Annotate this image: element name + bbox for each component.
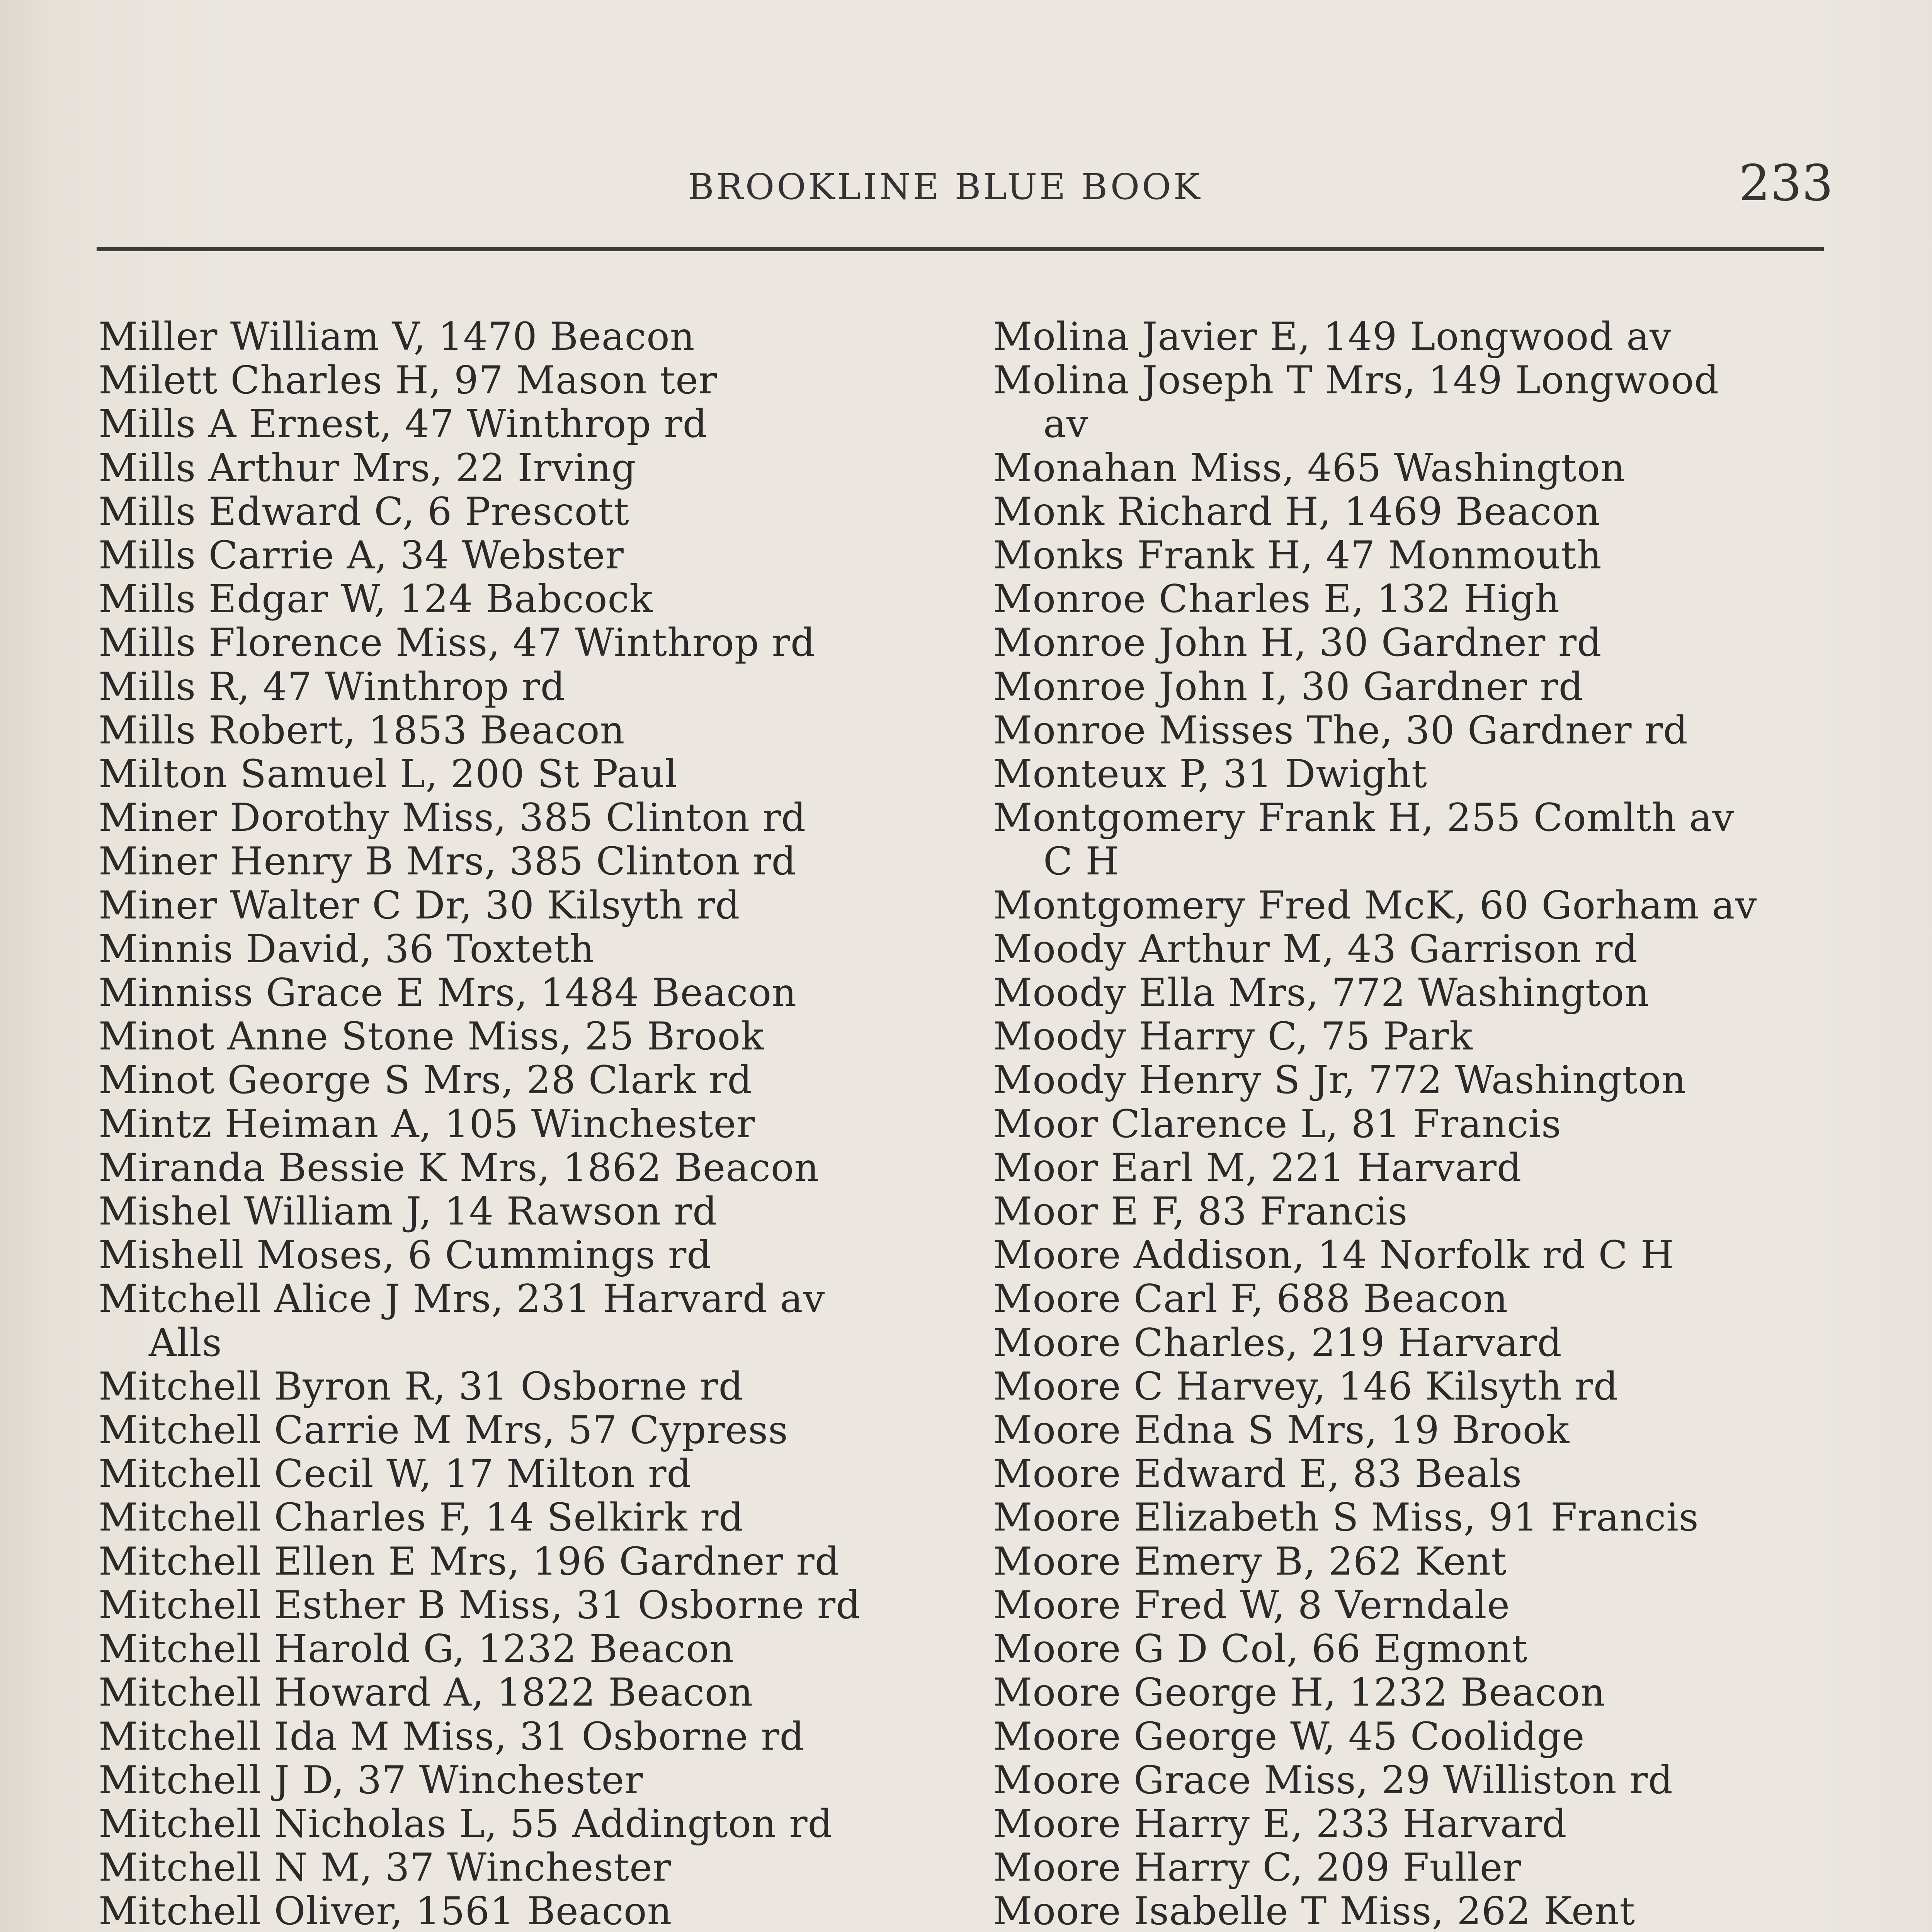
directory-entry: [99, 665, 987, 709]
directory-entry: [99, 1583, 987, 1627]
entry-text: Mills Edgar W, 124 Babcock: [99, 577, 653, 621]
directory-entry: [99, 796, 987, 840]
running-title: BROOKLINE BLUE BOOK: [688, 166, 1202, 207]
entry-text: Moor E F, 83 Francis: [993, 1190, 1408, 1234]
directory-entry: [993, 1190, 1843, 1233]
entry-text: Milton Samuel L, 200 St Paul: [99, 752, 678, 796]
entry-text: Moore G D Col, 66 Egmont: [993, 1627, 1528, 1671]
entry-text: Moody Henry S Jr, 772 Washington: [993, 1058, 1687, 1102]
directory-entry: [99, 1058, 987, 1102]
entry-text: Monahan Miss, 465 Washington: [993, 446, 1626, 490]
directory-entry: [993, 1715, 1843, 1759]
entry-text: Mitchell Cecil W, 17 Milton rd: [99, 1452, 692, 1496]
entry-text: Monroe Misses The, 30 Gardner rd: [993, 708, 1688, 753]
entry-text: Minot Anne Stone Miss, 25 Brook: [99, 1015, 765, 1059]
entry-text: Montgomery Frank H, 255 Comlth av: [993, 796, 1735, 840]
directory-entry: [993, 1015, 1843, 1058]
directory-entry: [99, 1102, 987, 1146]
directory-entry: [99, 1715, 987, 1759]
directory-entry: [993, 665, 1843, 709]
entry-text: Mitchell N M, 37 Winchester: [99, 1846, 671, 1890]
entry-text: Moore Elizabeth S Miss, 91 Francis: [993, 1496, 1699, 1540]
directory-entry: [99, 1759, 987, 1802]
directory-entry: [99, 534, 987, 577]
entry-text: Moore C Harvey, 146 Kilsyth rd: [993, 1364, 1619, 1409]
entry-text: Moore Fred W, 8 Verndale: [993, 1583, 1510, 1628]
page-number: 233: [1739, 155, 1833, 212]
directory-entry: [993, 577, 1843, 621]
directory-entry: [993, 1802, 1843, 1846]
directory-entry: [993, 709, 1843, 752]
directory-entry: [99, 752, 987, 796]
directory-entry: [993, 621, 1843, 665]
entry-text: Mills Arthur Mrs, 22 Irving: [99, 446, 636, 490]
entry-text: Minnis David, 36 Toxteth: [99, 927, 595, 971]
entry-text: Monroe Charles E, 132 High: [993, 577, 1560, 621]
entry-text: Moore Charles, 219 Harvard: [993, 1321, 1562, 1365]
directory-entry: [99, 402, 987, 446]
entry-text: Moore Emery B, 262 Kent: [993, 1539, 1507, 1583]
directory-entry: [993, 1321, 1843, 1365]
entry-text: Mitchell Harold G, 1232 Beacon: [99, 1627, 735, 1671]
entry-text: Mitchell Charles F, 14 Selkirk rd: [99, 1496, 744, 1540]
entry-text: Moody Harry C, 75 Park: [993, 1015, 1473, 1059]
directory-entry: [993, 796, 1843, 883]
entry-text: Mills Robert, 1853 Beacon: [99, 708, 625, 753]
entry-text: Milett Charles H, 97 Mason ter: [99, 359, 718, 403]
entry-text: Mishel William J, 14 Rawson rd: [99, 1190, 718, 1234]
entry-text: Miner Dorothy Miss, 385 Clinton rd: [99, 796, 806, 840]
entry-text: Mills Florence Miss, 47 Winthrop rd: [99, 621, 816, 665]
entry-text: Miner Henry B Mrs, 385 Clinton rd: [99, 840, 796, 884]
entry-text: Mitchell Esther B Miss, 31 Osborne rd: [99, 1583, 861, 1628]
directory-entry: [99, 1496, 987, 1539]
directory-entry: [99, 840, 987, 883]
entry-text: Moore Harry E, 233 Harvard: [993, 1802, 1567, 1846]
directory-entry: [99, 359, 987, 402]
directory-entry: [993, 446, 1843, 490]
entry-text: Mills Edward C, 6 Prescott: [99, 490, 629, 534]
directory-entry: [99, 884, 987, 927]
left-column: [99, 315, 987, 1932]
entry-text: Moor Earl M, 221 Harvard: [993, 1146, 1522, 1190]
entry-text: Mills A Ernest, 47 Winthrop rd: [99, 402, 707, 446]
header-rule: [97, 247, 1824, 251]
directory-entry: [993, 752, 1843, 796]
directory-entry: [993, 490, 1843, 534]
entry-text: Molina Joseph T Mrs, 149 Longwood: [993, 359, 1719, 403]
directory-entry: [99, 1015, 987, 1058]
directory-entry: [99, 1889, 987, 1932]
directory-entry: [993, 1146, 1843, 1190]
directory-entry: [99, 490, 987, 534]
directory-entry: [99, 1671, 987, 1714]
directory-entry: [99, 577, 987, 621]
directory-entry: [993, 1846, 1843, 1889]
entry-text: Mitchell Oliver, 1561 Beacon: [99, 1889, 672, 1932]
entry-text: Moor Clarence L, 81 Francis: [993, 1102, 1561, 1146]
directory-entry: [99, 1233, 987, 1277]
entry-continuation: Alls: [149, 1320, 222, 1365]
directory-entry: [99, 1365, 987, 1408]
directory-entry: [99, 971, 987, 1015]
entry-text: Mills Carrie A, 34 Webster: [99, 534, 624, 578]
directory-entry: [993, 1540, 1843, 1583]
directory-entry: [993, 1452, 1843, 1496]
directory-entry: [99, 1540, 987, 1583]
directory-entry: [99, 1627, 987, 1671]
entry-text: Molina Javier E, 149 Longwood av: [993, 315, 1672, 359]
directory-entry: [993, 1058, 1843, 1102]
entry-text: Monroe John I, 30 Gardner rd: [993, 665, 1584, 709]
directory-entry: [993, 1627, 1843, 1671]
directory-entry: [993, 534, 1843, 577]
directory-entry: [993, 1671, 1843, 1714]
entry-text: Mishell Moses, 6 Cummings rd: [99, 1233, 712, 1277]
entry-text: Moore Addison, 14 Norfolk rd C H: [993, 1233, 1675, 1277]
directory-entry: [993, 1759, 1843, 1802]
directory-entry: [99, 446, 987, 490]
entry-text: Miller William V, 1470 Beacon: [99, 315, 695, 359]
directory-entry: [993, 884, 1843, 927]
directory-entry: [993, 315, 1843, 359]
directory-entry: [993, 1496, 1843, 1539]
directory-entry: [99, 315, 987, 359]
directory-entry: [993, 971, 1843, 1015]
entry-text: Moore Harry C, 209 Fuller: [993, 1846, 1522, 1890]
entry-text: Mitchell Nicholas L, 55 Addington rd: [99, 1802, 833, 1846]
directory-entry: [993, 1365, 1843, 1408]
page-header: [0, 155, 1932, 220]
entry-text: Montgomery Fred McK, 60 Gorham av: [993, 883, 1757, 927]
entry-text: Mitchell J D, 37 Winchester: [99, 1758, 643, 1802]
entry-text: Moody Arthur M, 43 Garrison rd: [993, 927, 1638, 971]
directory-entry: [993, 359, 1843, 446]
directory-entry: [99, 927, 987, 971]
directory-entry: [993, 1889, 1843, 1932]
directory-entry: [99, 1408, 987, 1452]
entry-text: Monroe John H, 30 Gardner rd: [993, 621, 1602, 665]
entry-text: Mitchell Ellen E Mrs, 196 Gardner rd: [99, 1539, 840, 1583]
entry-text: Miner Walter C Dr, 30 Kilsyth rd: [99, 883, 740, 927]
entry-text: Minot George S Mrs, 28 Clark rd: [99, 1058, 752, 1102]
entry-text: Moore Edna S Mrs, 19 Brook: [993, 1408, 1570, 1452]
directory-entry: [993, 1233, 1843, 1277]
entry-text: Moore George H, 1232 Beacon: [993, 1671, 1605, 1715]
directory-entry: [99, 1146, 987, 1190]
directory-entry: [993, 1102, 1843, 1146]
entry-text: Mitchell Byron R, 31 Osborne rd: [99, 1364, 743, 1409]
entry-text: Moore Carl F, 688 Beacon: [993, 1277, 1508, 1321]
directory-entry: [99, 621, 987, 665]
right-column: [993, 315, 1843, 1932]
directory-entry: [993, 927, 1843, 971]
directory-entry: [99, 709, 987, 752]
entry-text: Minniss Grace E Mrs, 1484 Beacon: [99, 971, 797, 1015]
entry-text: Miranda Bessie K Mrs, 1862 Beacon: [99, 1146, 820, 1190]
entry-text: Moore George W, 45 Coolidge: [993, 1714, 1585, 1759]
entry-text: Moody Ella Mrs, 772 Washington: [993, 971, 1650, 1015]
entry-text: Mills R, 47 Winthrop rd: [99, 665, 566, 709]
directory-entry: [993, 1583, 1843, 1627]
directory-entry: [993, 1277, 1843, 1321]
directory-entry: [99, 1277, 987, 1364]
entry-text: Monteux P, 31 Dwight: [993, 752, 1427, 796]
entry-text: Monk Richard H, 1469 Beacon: [993, 490, 1600, 534]
entry-text: Mitchell Alice J Mrs, 231 Harvard av: [99, 1277, 825, 1321]
directory-entry: [993, 1408, 1843, 1452]
entry-text: Moore Grace Miss, 29 Williston rd: [993, 1758, 1673, 1802]
entry-text: Mintz Heiman A, 105 Winchester: [99, 1102, 755, 1146]
directory-entry: [99, 1802, 987, 1846]
entry-text: Moore Edward E, 83 Beals: [993, 1452, 1522, 1496]
directory-entry: [99, 1190, 987, 1233]
entry-text: Mitchell Howard A, 1822 Beacon: [99, 1671, 753, 1715]
entry-text: Monks Frank H, 47 Monmouth: [993, 534, 1602, 578]
entry-text: Mitchell Carrie M Mrs, 57 Cypress: [99, 1408, 788, 1452]
directory-entry: [99, 1452, 987, 1496]
entry-continuation: av: [1043, 402, 1088, 446]
entry-continuation: C H: [1043, 839, 1119, 884]
entry-text: Moore Isabelle T Miss, 262 Kent: [993, 1889, 1636, 1932]
entry-text: Mitchell Ida M Miss, 31 Osborne rd: [99, 1714, 805, 1759]
directory-entry: [99, 1846, 987, 1889]
